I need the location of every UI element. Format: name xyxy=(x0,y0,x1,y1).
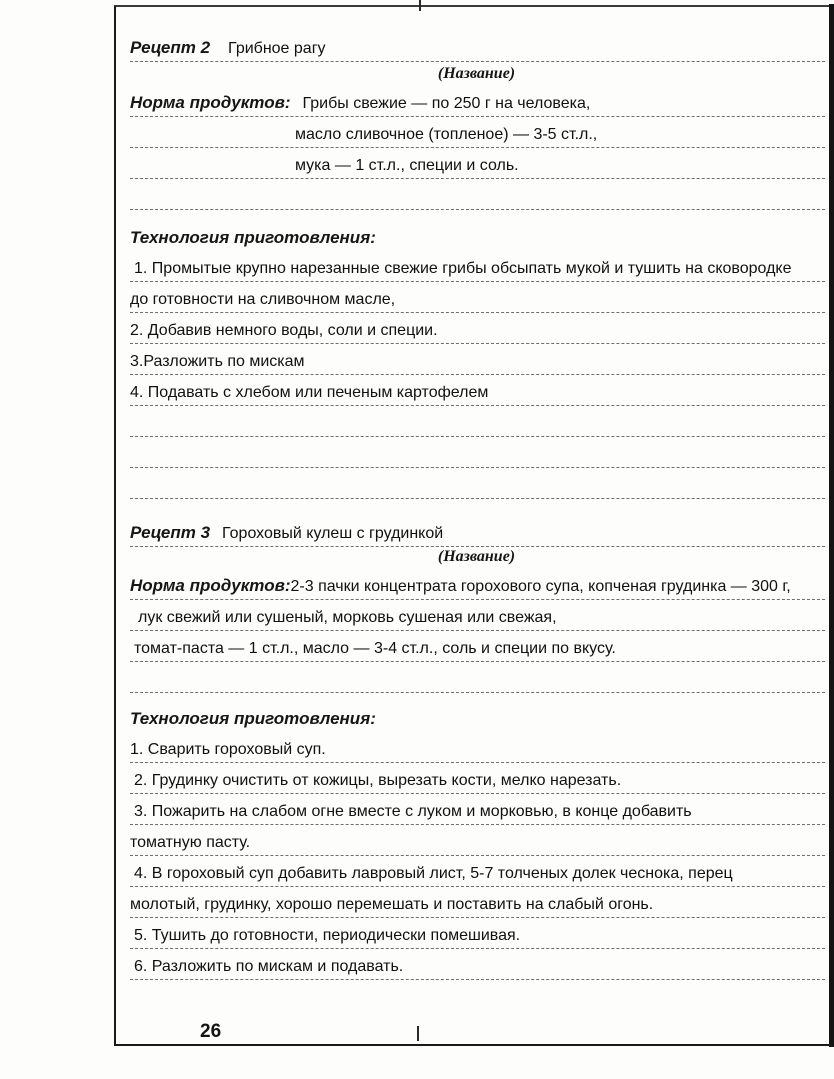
scan-mark-bottom xyxy=(417,1026,419,1041)
recipe2-step-line-1 xyxy=(130,251,825,282)
recipe3-norm-text-1: 2-3 пачки концентрата горохового супа, копченая грудинка — 300 г, xyxy=(290,578,791,595)
recipe3-step-1: 1. Сварить гороховый суп. xyxy=(130,741,326,758)
recipe3-tech-label-line xyxy=(130,699,825,732)
recipe3-norm-line-3 xyxy=(130,631,825,662)
recipe3-step-line-1 xyxy=(130,732,825,763)
recipe2-name-caption-line xyxy=(130,62,825,86)
recipe3-label: Рецепт 3 xyxy=(130,523,211,542)
recipe2-norm-text-2: масло сливочное (топленое) — 3-5 ст.л., xyxy=(295,126,598,143)
recipe3-header-line xyxy=(130,513,825,547)
recipe2-tech-label: Технология приготовления: xyxy=(130,228,376,247)
recipe2-header-line xyxy=(130,28,825,62)
recipe2-tech-label-line xyxy=(130,218,825,251)
recipe3-step-line-4 xyxy=(130,825,825,856)
recipe2-norm-line-2 xyxy=(130,117,825,148)
recipe3-norm-line-1 xyxy=(130,569,825,600)
recipe2-norm-text-1: Грибы свежие — по 250 г на человека, xyxy=(302,95,591,112)
page-border-bottom xyxy=(114,1044,832,1046)
recipe3-step-2: 2. Грудинку очистить от кожицы, вырезать кости, мелко нарезать. xyxy=(134,772,622,789)
recipe3-title: Гороховый кулеш с грудинкой xyxy=(222,525,444,542)
recipe2-step-1a: 1. Промытые крупно нарезанные свежие грибы обсыпать мукой и тушить на сковородке xyxy=(134,260,792,277)
recipe3-norm-label: Норма продуктов: xyxy=(130,576,291,595)
recipe3-step-4b: молотый, грудинку, хорошо перемешать и поставить на слабый огонь. xyxy=(130,896,654,913)
blank-ruled-line xyxy=(130,468,825,499)
recipe3-step-line-6 xyxy=(130,887,825,918)
recipe2-step-line-2 xyxy=(130,282,825,313)
recipe3-norm-text-2: лук свежий или сушеный, морковь сушеная или свежая, xyxy=(138,609,557,626)
blank-ruled-line xyxy=(130,406,825,437)
recipe3-norm-line-2 xyxy=(130,600,825,631)
recipe2-step-line-4 xyxy=(130,344,825,375)
recipe2-step-2: 2. Добавив немного воды, соли и специи. xyxy=(130,322,438,339)
page-number: 26 xyxy=(200,1021,222,1042)
recipe3-step-6: 6. Разложить по мискам и подавать. xyxy=(134,958,404,975)
recipe3-step-line-8 xyxy=(130,949,825,980)
blank-ruled-line xyxy=(130,437,825,468)
recipe3-name-caption-line xyxy=(130,547,825,569)
recipe3-tech-label: Технология приготовления: xyxy=(130,709,376,728)
recipe2-norm-line-3 xyxy=(130,148,825,179)
recipe3-step-3a: 3. Пожарить на слабом огне вместе с луком и морковью, в конце добавить xyxy=(134,803,692,820)
blank-ruled-line xyxy=(130,179,825,210)
recipe2-title: Грибное рагу xyxy=(228,40,326,57)
recipe3-name-caption: (Название) xyxy=(437,548,516,565)
recipe2-norm-label: Норма продуктов: xyxy=(130,93,291,112)
recipe3-step-4a: 4. В гороховый суп добавить лавровый лист, 5-7 толченых долек чеснока, перец xyxy=(134,865,733,882)
recipe3-step-line-2 xyxy=(130,763,825,794)
page-border-right xyxy=(829,4,834,1047)
recipe2-norm-line-1 xyxy=(130,86,825,117)
recipe3-step-3b: томатную пасту. xyxy=(130,834,251,851)
recipe3-step-line-7 xyxy=(130,918,825,949)
page-border-top xyxy=(114,5,832,7)
recipe3-step-5: 5. Тушить до готовности, периодически помешивая. xyxy=(134,927,521,944)
recipe2-step-line-5 xyxy=(130,375,825,406)
recipe3-step-line-5 xyxy=(130,856,825,887)
recipe3-step-line-3 xyxy=(130,794,825,825)
recipe2-norm-text-3: мука — 1 ст.л., специи и соль. xyxy=(295,157,519,174)
recipe3-norm-text-3: томат-паста — 1 ст.л., масло — 3-4 ст.л., соль и специи по вкусу. xyxy=(134,640,616,657)
recipe2-step-1b: до готовности на сливочном масле, xyxy=(130,291,396,308)
recipe2-step-4: 4. Подавать с хлебом или печеным картофелем xyxy=(130,384,489,401)
page-content xyxy=(116,10,827,980)
recipe2-label: Рецепт 2 xyxy=(130,38,211,57)
recipe2-name-caption: (Название) xyxy=(437,65,516,82)
blank-ruled-line xyxy=(130,662,825,693)
recipe2-step-line-3 xyxy=(130,313,825,344)
recipe2-step-3: 3.Разложить по мискам xyxy=(130,353,305,370)
